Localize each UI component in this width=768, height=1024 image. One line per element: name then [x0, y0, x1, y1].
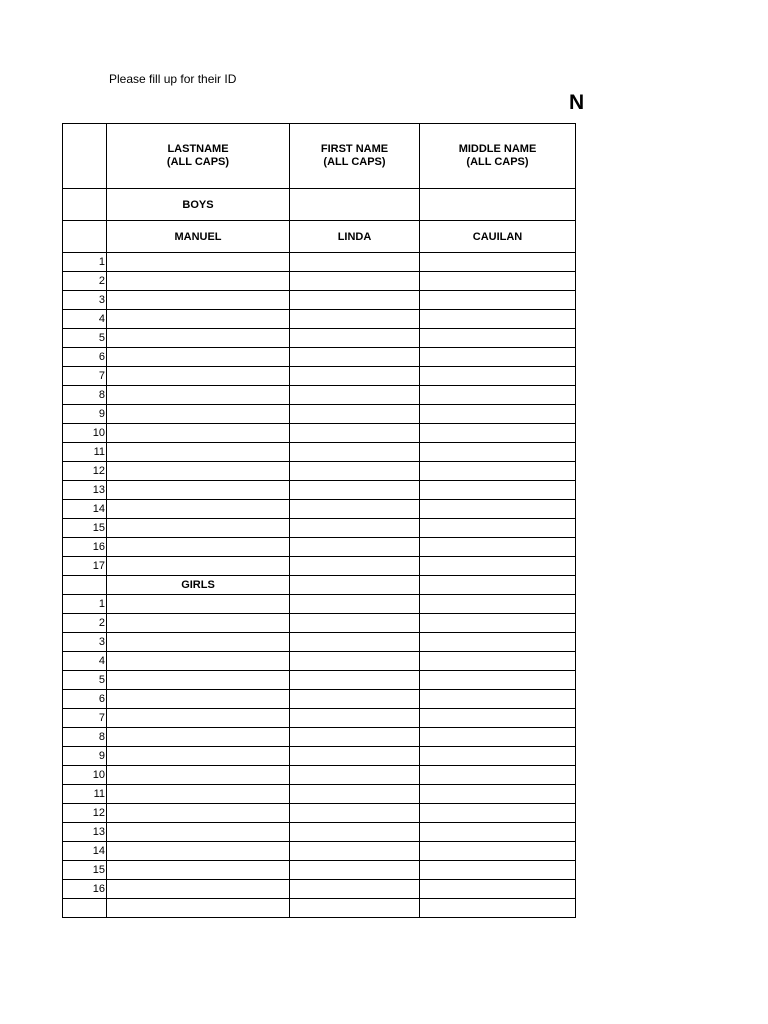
row-number[interactable]: 14 [63, 500, 107, 519]
middle-name-cell[interactable] [420, 291, 576, 310]
first-name-cell[interactable] [290, 804, 420, 823]
boys-section-row [63, 189, 576, 221]
row-number[interactable]: 13 [63, 823, 107, 842]
table-row [63, 690, 576, 709]
row-number[interactable]: 14 [63, 842, 107, 861]
lastname-cell[interactable] [107, 823, 290, 842]
instruction-note: Please fill up for their ID [109, 72, 237, 86]
row-number[interactable]: 7 [63, 709, 107, 728]
girls-section-row [63, 576, 576, 595]
table-row [63, 633, 576, 652]
lastname-cell[interactable] [107, 272, 290, 291]
table-row [63, 842, 576, 861]
lastname-cell[interactable] [107, 367, 290, 386]
row-number[interactable]: 16 [63, 538, 107, 557]
middle-name-cell[interactable] [420, 253, 576, 272]
first-name-cell[interactable] [290, 538, 420, 557]
lastname-cell[interactable] [107, 785, 290, 804]
first-name-cell[interactable] [290, 652, 420, 671]
first-name-cell[interactable] [290, 728, 420, 747]
middle-name-cell[interactable] [420, 842, 576, 861]
table-row [63, 766, 576, 785]
table-row [63, 329, 576, 348]
table-row [63, 348, 576, 367]
table-row [63, 709, 576, 728]
lastname-cell[interactable] [107, 880, 290, 899]
table-row [63, 519, 576, 538]
middle-name-cell[interactable] [420, 804, 576, 823]
blank-row [63, 899, 576, 918]
table-row [63, 652, 576, 671]
row-number[interactable]: 15 [63, 519, 107, 538]
first-name-cell[interactable] [290, 386, 420, 405]
first-name-cell[interactable] [290, 291, 420, 310]
table-row [63, 367, 576, 386]
row-number[interactable]: 4 [63, 310, 107, 329]
row-number[interactable]: 12 [63, 462, 107, 481]
middle-name-cell[interactable] [420, 405, 576, 424]
table-row [63, 462, 576, 481]
lastname-cell[interactable] [107, 329, 290, 348]
table-row [63, 785, 576, 804]
lastname-cell[interactable] [107, 747, 290, 766]
row-number[interactable]: 9 [63, 747, 107, 766]
sample-lastname[interactable]: MANUEL [107, 221, 290, 253]
row-number[interactable]: 6 [63, 348, 107, 367]
middle-name-cell[interactable] [420, 310, 576, 329]
table-row [63, 291, 576, 310]
row-number[interactable]: 12 [63, 804, 107, 823]
middle-name-cell[interactable] [420, 728, 576, 747]
table-row [63, 671, 576, 690]
row-number[interactable]: 7 [63, 367, 107, 386]
middle-name-cell[interactable] [420, 519, 576, 538]
middle-name-cell[interactable] [420, 595, 576, 614]
row-number[interactable]: 13 [63, 481, 107, 500]
sample-row [63, 221, 576, 253]
first-name-cell[interactable] [290, 690, 420, 709]
lastname-cell[interactable] [107, 405, 290, 424]
first-name-cell[interactable] [290, 595, 420, 614]
first-name-cell[interactable] [290, 519, 420, 538]
middle-name-cell[interactable] [420, 880, 576, 899]
first-name-cell[interactable] [290, 709, 420, 728]
lastname-header[interactable]: LASTNAME (ALL CAPS) [107, 124, 290, 189]
row-number[interactable]: 9 [63, 405, 107, 424]
first-name-cell[interactable] [290, 842, 420, 861]
table-row [63, 272, 576, 291]
row-number[interactable]: 15 [63, 861, 107, 880]
row-number[interactable]: 2 [63, 614, 107, 633]
first-name-cell[interactable] [290, 671, 420, 690]
middle-name-cell[interactable] [420, 462, 576, 481]
first-name-cell[interactable] [290, 481, 420, 500]
row-number[interactable]: 16 [63, 880, 107, 899]
middle-name-cell[interactable] [420, 709, 576, 728]
row-number[interactable]: 2 [63, 272, 107, 291]
table-row [63, 557, 576, 576]
lastname-cell[interactable] [107, 671, 290, 690]
middle-name-cell[interactable] [420, 633, 576, 652]
first-name-cell[interactable] [290, 443, 420, 462]
row-number[interactable]: 11 [63, 785, 107, 804]
table-row [63, 310, 576, 329]
row-number[interactable]: 1 [63, 595, 107, 614]
lastname-cell[interactable] [107, 538, 290, 557]
lastname-cell[interactable] [107, 633, 290, 652]
middle-name-cell[interactable] [420, 272, 576, 291]
girls-label[interactable]: GIRLS [107, 576, 290, 595]
lastname-cell[interactable] [107, 728, 290, 747]
row-number[interactable]: 5 [63, 671, 107, 690]
table-row [63, 424, 576, 443]
first-name-cell[interactable] [290, 880, 420, 899]
table-row [63, 538, 576, 557]
first-name-cell[interactable] [290, 424, 420, 443]
lastname-cell[interactable] [107, 500, 290, 519]
first-name-cell[interactable] [290, 747, 420, 766]
first-name-cell[interactable] [290, 500, 420, 519]
lastname-cell[interactable] [107, 386, 290, 405]
lastname-cell[interactable] [107, 462, 290, 481]
middle-name-cell[interactable] [420, 652, 576, 671]
table-row [63, 443, 576, 462]
lastname-cell[interactable] [107, 652, 290, 671]
first-name-cell[interactable] [290, 785, 420, 804]
middle-name-cell[interactable] [420, 614, 576, 633]
first-name-cell[interactable] [290, 823, 420, 842]
row-number[interactable]: 8 [63, 728, 107, 747]
lastname-cell[interactable] [107, 595, 290, 614]
middle-name-cell[interactable] [420, 557, 576, 576]
table-row [63, 728, 576, 747]
lastname-cell[interactable] [107, 709, 290, 728]
table-row [63, 880, 576, 899]
table-row [63, 386, 576, 405]
middle-name-cell[interactable] [420, 329, 576, 348]
first-name-cell[interactable] [290, 348, 420, 367]
first-name-cell[interactable] [290, 272, 420, 291]
lastname-cell[interactable] [107, 766, 290, 785]
middle-name-cell[interactable] [420, 424, 576, 443]
first-name-cell[interactable] [290, 253, 420, 272]
row-number[interactable]: 1 [63, 253, 107, 272]
middle-name-cell[interactable] [420, 538, 576, 557]
id-list-table [62, 123, 576, 918]
table-row [63, 405, 576, 424]
middle-name-cell[interactable] [420, 443, 576, 462]
row-number[interactable]: 10 [63, 424, 107, 443]
table-row [63, 747, 576, 766]
first-name-cell[interactable] [290, 633, 420, 652]
lastname-cell[interactable] [107, 690, 290, 709]
lastname-cell[interactable] [107, 348, 290, 367]
table-row [63, 253, 576, 272]
sample-middle-name[interactable]: CAUILAN [420, 221, 576, 253]
lastname-cell[interactable] [107, 842, 290, 861]
middle-name-cell[interactable] [420, 500, 576, 519]
table-row [63, 823, 576, 842]
first-name-cell[interactable] [290, 367, 420, 386]
header-row [63, 124, 576, 189]
first-name-cell[interactable] [290, 861, 420, 880]
row-number[interactable]: 3 [63, 633, 107, 652]
first-name-cell[interactable] [290, 614, 420, 633]
table-row [63, 595, 576, 614]
first-name-cell[interactable] [290, 310, 420, 329]
middle-name-cell[interactable] [420, 823, 576, 842]
middle-name-cell[interactable] [420, 671, 576, 690]
lastname-cell[interactable] [107, 310, 290, 329]
lastname-cell[interactable] [107, 253, 290, 272]
row-number[interactable]: 6 [63, 690, 107, 709]
middle-name-header[interactable]: MIDDLE NAME (ALL CAPS) [420, 124, 576, 189]
middle-name-cell[interactable] [420, 766, 576, 785]
row-number[interactable]: 3 [63, 291, 107, 310]
row-number[interactable]: 11 [63, 443, 107, 462]
table-row [63, 861, 576, 880]
lastname-cell[interactable] [107, 519, 290, 538]
first-name-cell[interactable] [290, 405, 420, 424]
boys-label[interactable]: BOYS [107, 189, 290, 221]
table-row [63, 500, 576, 519]
lastname-cell[interactable] [107, 614, 290, 633]
middle-name-cell[interactable] [420, 481, 576, 500]
middle-name-cell[interactable] [420, 386, 576, 405]
row-number[interactable]: 4 [63, 652, 107, 671]
table-row [63, 481, 576, 500]
row-number[interactable]: 5 [63, 329, 107, 348]
sheet-title-clipped: N [569, 91, 585, 114]
middle-name-cell[interactable] [420, 747, 576, 766]
middle-name-cell[interactable] [420, 861, 576, 880]
lastname-cell[interactable] [107, 481, 290, 500]
lastname-cell[interactable] [107, 443, 290, 462]
number-header-cell[interactable] [63, 124, 107, 189]
row-number[interactable]: 10 [63, 766, 107, 785]
middle-name-cell[interactable] [420, 367, 576, 386]
first-name-cell[interactable] [290, 462, 420, 481]
middle-name-cell[interactable] [420, 785, 576, 804]
table-row [63, 614, 576, 633]
lastname-cell[interactable] [107, 861, 290, 880]
middle-name-cell[interactable] [420, 690, 576, 709]
row-number[interactable]: 17 [63, 557, 107, 576]
lastname-cell[interactable] [107, 424, 290, 443]
table-row [63, 804, 576, 823]
first-name-cell[interactable] [290, 557, 420, 576]
middle-name-cell[interactable] [420, 348, 576, 367]
lastname-cell[interactable] [107, 804, 290, 823]
sample-first-name[interactable]: LINDA [290, 221, 420, 253]
lastname-cell[interactable] [107, 291, 290, 310]
lastname-cell[interactable] [107, 557, 290, 576]
first-name-cell[interactable] [290, 766, 420, 785]
first-name-cell[interactable] [290, 329, 420, 348]
first-name-header[interactable]: FIRST NAME (ALL CAPS) [290, 124, 420, 189]
row-number[interactable]: 8 [63, 386, 107, 405]
